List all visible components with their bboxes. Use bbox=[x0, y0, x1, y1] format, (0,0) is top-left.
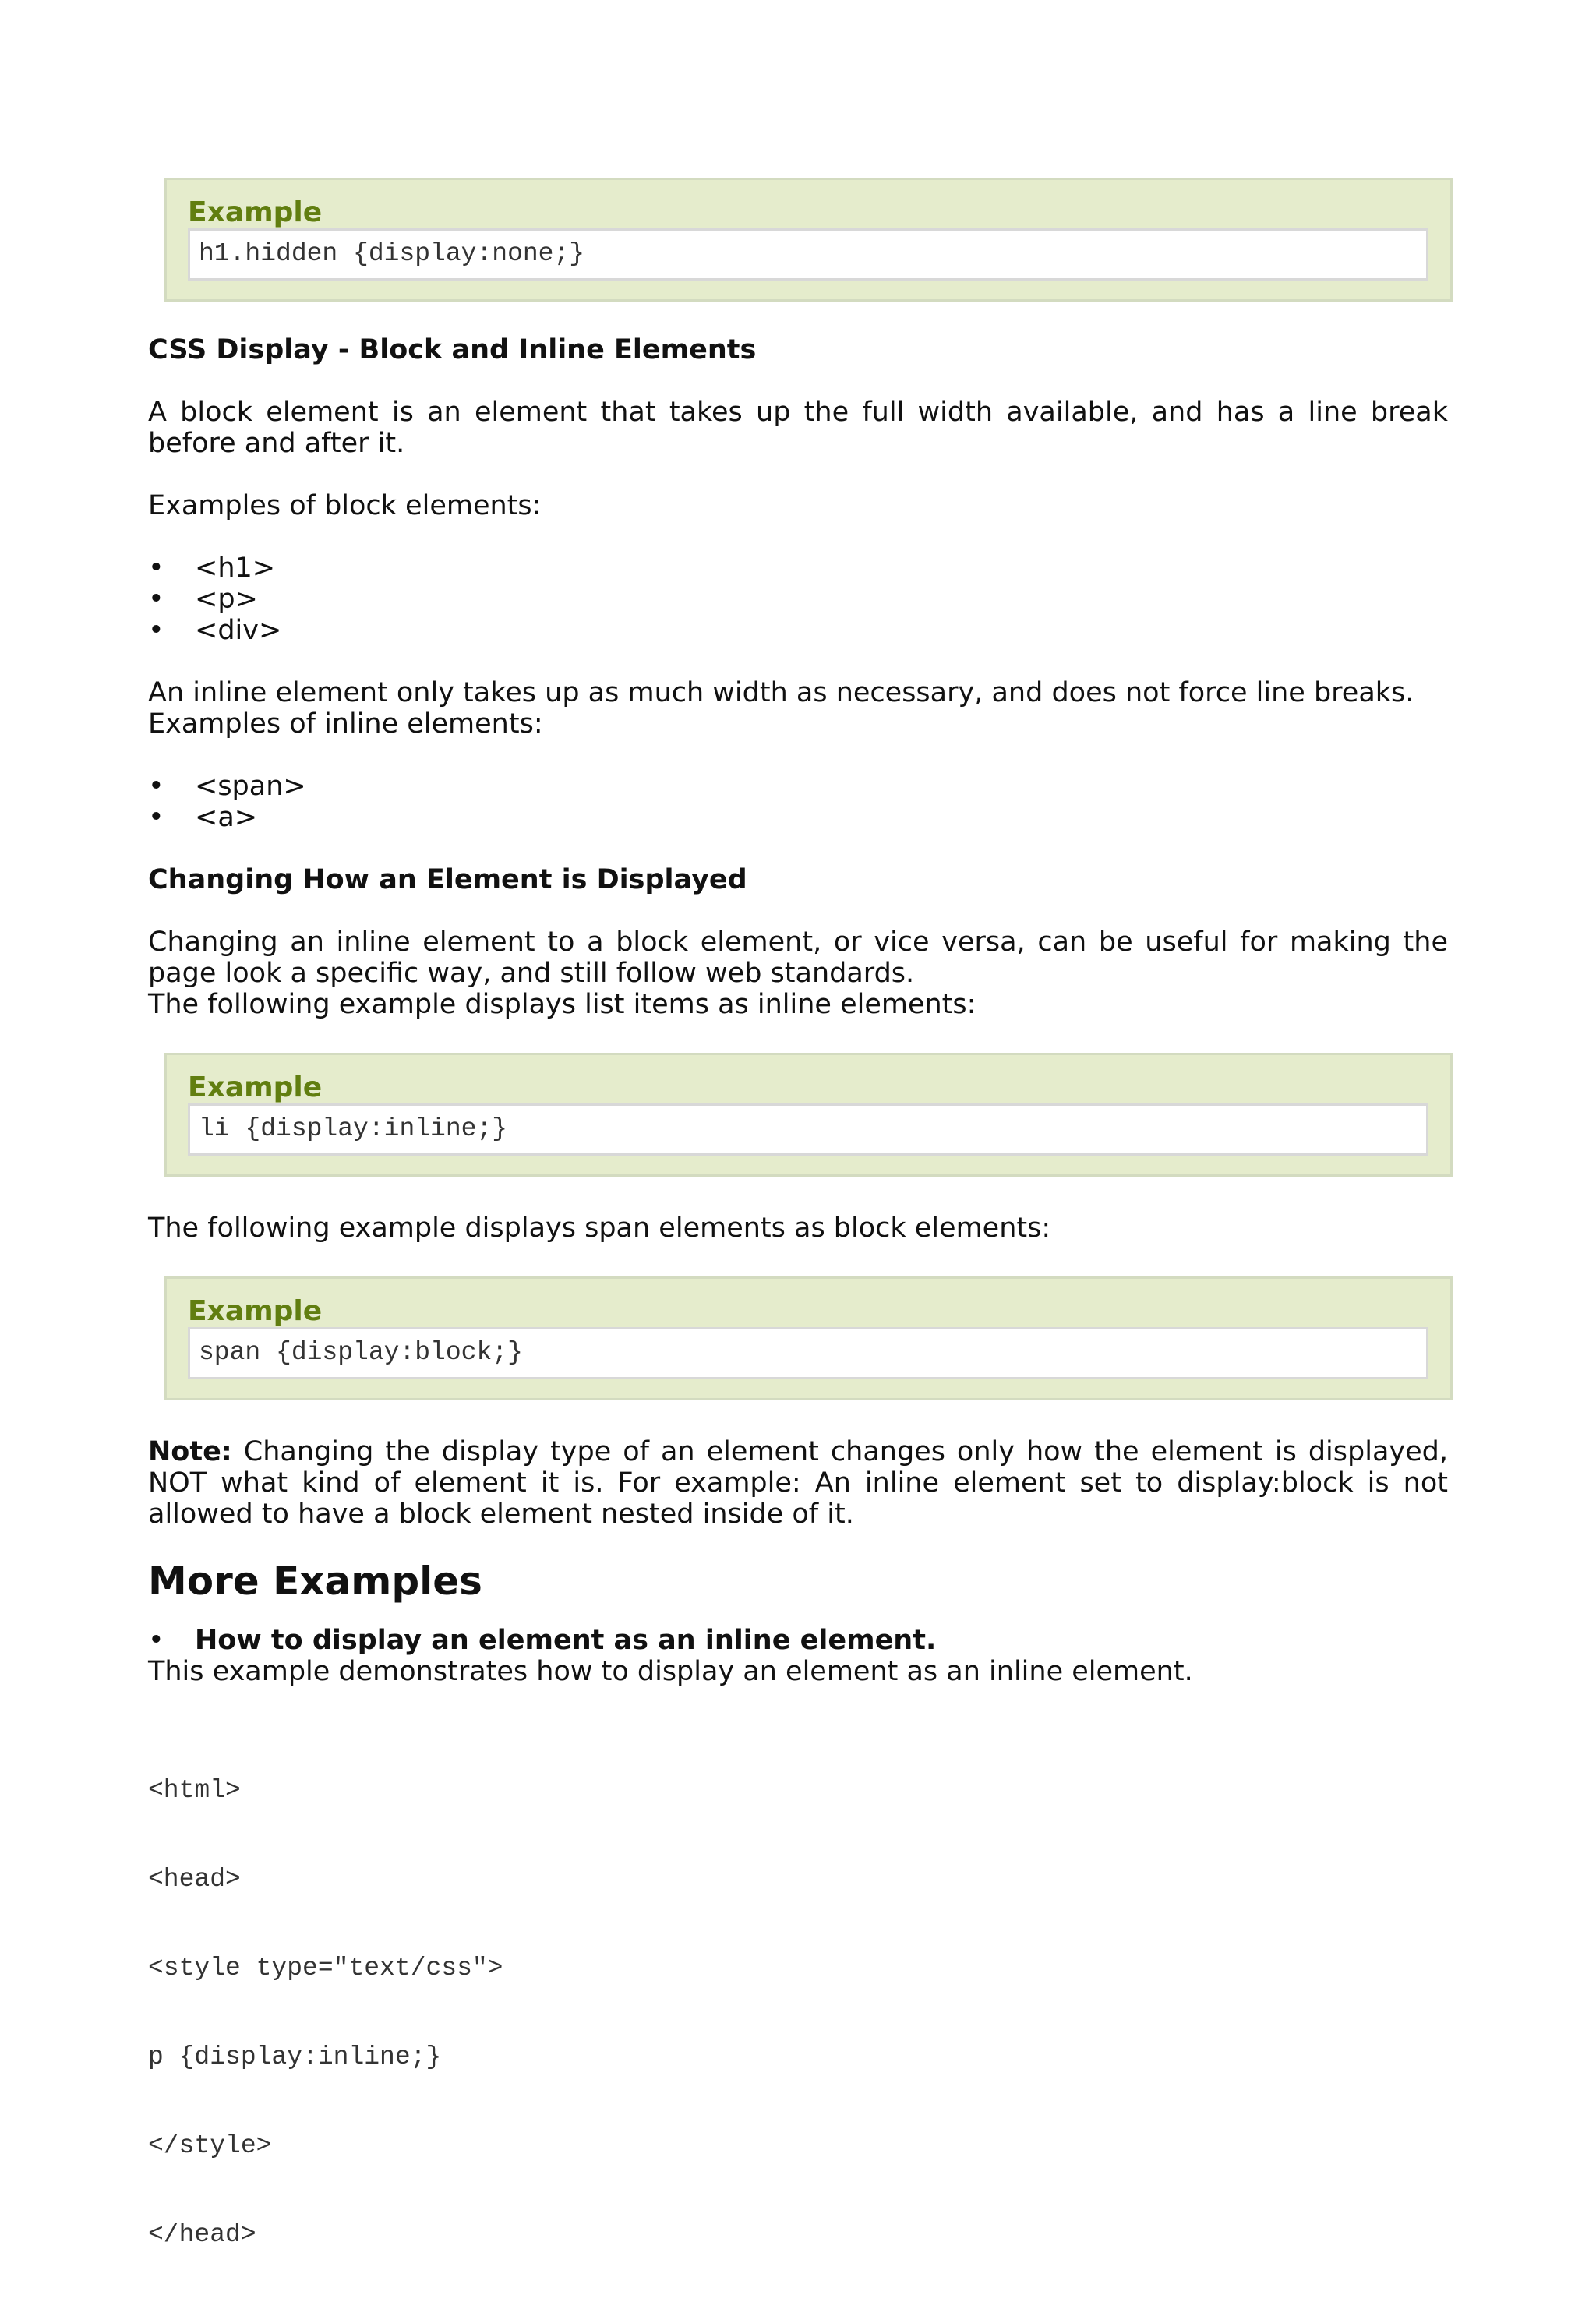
bullet-icon: • bbox=[148, 1625, 164, 1656]
note-text: Changing the display type of an element changes only how the element is displayed, NOT what kind of element it is. For example: An inline element set to display:block is not allowed to have a block element nested inside of it. bbox=[148, 1436, 1448, 1530]
block-examples-intro: Examples of block elements: bbox=[148, 490, 542, 521]
example-box bbox=[164, 1053, 1453, 1177]
inline-examples-intro: Examples of inline elements: bbox=[148, 708, 543, 740]
example-box bbox=[164, 178, 1453, 302]
more-example-item bbox=[148, 1625, 1448, 1656]
bullet-icon: • bbox=[148, 771, 164, 802]
example-code: h1.hidden {display:none;} bbox=[188, 228, 1428, 281]
block-example-intro: The following example displays span elements as block elements: bbox=[148, 1213, 1051, 1244]
inline-example-intro: The following example displays list items as inline elements: bbox=[148, 989, 976, 1020]
list-item: • <a> bbox=[148, 802, 258, 833]
example-title: Example bbox=[188, 1295, 323, 1327]
more-example-description: This example demonstrates how to display an element as an inline element. bbox=[148, 1656, 1193, 1687]
note-paragraph bbox=[148, 1436, 1448, 1530]
example-title: Example bbox=[188, 196, 323, 228]
block-element-description: A block element is an element that takes up the full width available, and has a line break before and after it. bbox=[148, 397, 1448, 459]
list-item: • <span> bbox=[148, 771, 306, 802]
more-examples-heading: More Examples bbox=[148, 1559, 482, 1604]
list-item: • <div> bbox=[148, 615, 282, 646]
section-heading-block-inline: CSS Display - Block and Inline Elements bbox=[148, 334, 757, 365]
code-line: </style> bbox=[148, 2131, 272, 2160]
more-example-title: How to display an element as an inline element. bbox=[195, 1625, 937, 1656]
code-block bbox=[148, 1717, 1448, 2309]
example-code: span {display:block;} bbox=[188, 1327, 1428, 1379]
code-line: <head> bbox=[148, 1865, 241, 1894]
inline-element-description: An inline element only takes up as much width as necessary, and does not force line breaks. bbox=[148, 677, 1414, 708]
bullet-icon: • bbox=[148, 802, 164, 833]
example-code: li {display:inline;} bbox=[188, 1103, 1428, 1156]
example-box bbox=[164, 1276, 1453, 1400]
bullet-icon: • bbox=[148, 615, 164, 646]
section-heading-changing: Changing How an Element is Displayed bbox=[148, 864, 747, 895]
block-examples-list bbox=[148, 553, 1448, 646]
inline-examples-list bbox=[148, 771, 1448, 833]
bullet-icon: • bbox=[148, 584, 164, 615]
example-title: Example bbox=[188, 1072, 323, 1103]
list-item: • <h1> bbox=[148, 553, 276, 584]
code-line: <style type="text/css"> bbox=[148, 1954, 503, 1982]
code-line: <html> bbox=[148, 1776, 241, 1805]
code-line: </head> bbox=[148, 2220, 256, 2249]
list-item: • <p> bbox=[148, 584, 258, 615]
changing-description: Changing an inline element to a block element, or vice versa, can be useful for making the page look a specific way, and still follow web standards. bbox=[148, 927, 1448, 989]
code-line: p {display:inline;} bbox=[148, 2042, 442, 2071]
bullet-icon: • bbox=[148, 553, 164, 584]
note-label: Note: bbox=[148, 1436, 232, 1467]
